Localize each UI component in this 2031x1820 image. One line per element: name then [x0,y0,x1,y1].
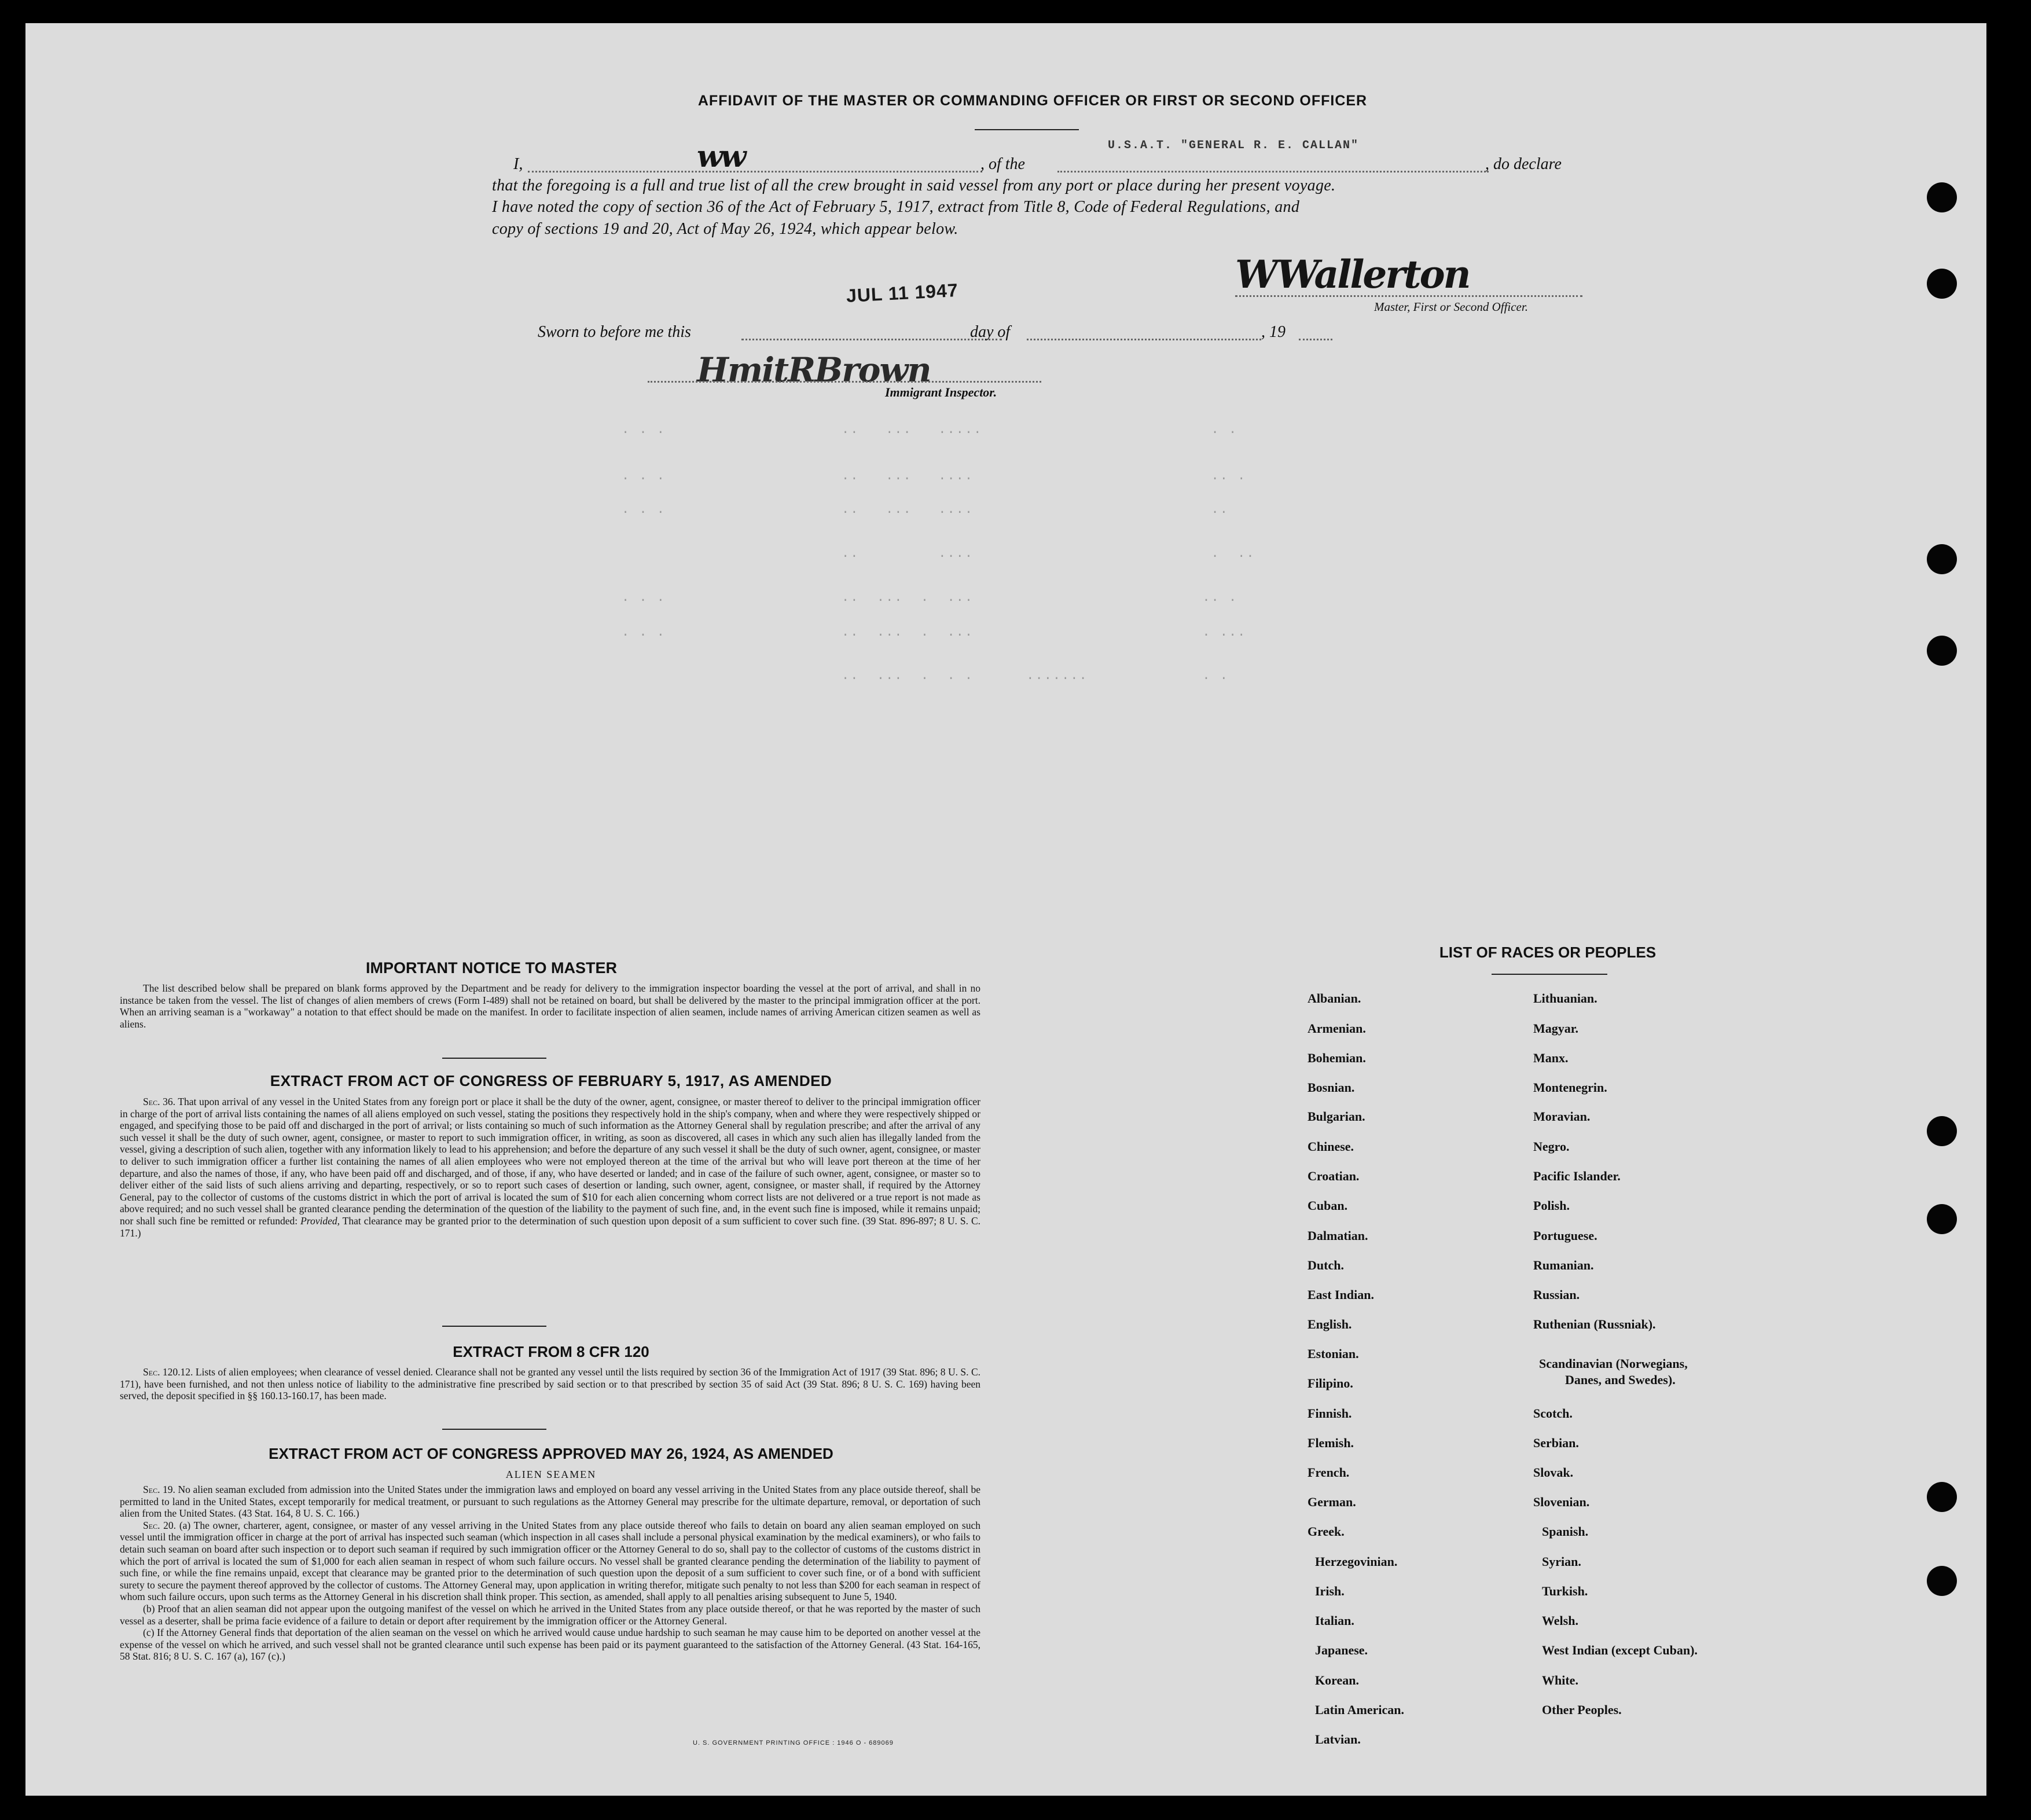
race-item: White. [1542,1673,1578,1687]
inspector-signature-line [648,381,1041,383]
bleed-row: .. .... . .. [622,546,1255,561]
notice-title: IMPORTANT NOTICE TO MASTER [366,959,617,977]
race-item: Moravian. [1533,1109,1591,1124]
races-title-underline [1492,974,1607,975]
race-item: Irish. [1315,1584,1345,1598]
race-item: Italian. [1315,1613,1354,1628]
bleed-row: . . . .. ... ..... . . [622,423,1238,437]
race-item: Portuguese. [1533,1228,1597,1243]
punch-hole [1927,1204,1957,1234]
month-blank [1027,339,1261,340]
sworn-label: Sworn to before me this [538,323,691,341]
race-item: German. [1308,1495,1356,1509]
bleed-row: . . . .. ... . ... .. . [622,590,1238,605]
race-item: Other Peoples. [1542,1702,1622,1717]
race-item: Estonian. [1308,1346,1359,1361]
punch-hole [1927,544,1957,574]
punch-hole [1927,1482,1957,1512]
sec-19-text: No alien seaman excluded from admission into the United States under the immigration laws and employed on board any vessel arriving in the United States from any place outside thereof, shall be permitted to land in the United States, except temporarily for medical treatment, or pursuant to such regulations as the Attorney General may prescribe for the ultimate departure, removal, or deportation of such alien from the United States. (43 Stat. 164, 8 U. S. C. 166.) [120,1484,980,1520]
extract-1924-title: EXTRACT FROM ACT OF CONGRESS APPROVED MAY 26, 1924, AS AMENDED [269,1445,833,1462]
proviso-label: Provided, [300,1214,340,1227]
extract-1924-body [120,1484,980,1663]
punch-hole [1927,1116,1957,1146]
gpo-imprint: U. S. GOVERNMENT PRINTING OFFICE : 1946 O - 689069 [693,1740,894,1746]
extract-cfr-body [120,1366,980,1402]
race-item: Filipino. [1308,1376,1353,1390]
year-blank [1299,339,1332,340]
race-item: Pacific Islander. [1533,1169,1621,1183]
notice-body: The list described below shall be prepared on blank forms approved by the Department and be ready for delivery to the immigration inspector boarding the vessel at the port of arrival, and shall in no instance be taken from the vessel. The list of changes of alien members of crews (Form I-489) shall not be retained on board, but shall be delivered by the master to the principal immigration officer at the port. When an arriving seaman is a "workaway" a notation to that effect should be made on the manifest. In order to facilitate inspection of alien seamen, include names of arriving American citizen seamen as well as aliens. [120,982,980,1030]
divider [442,1429,546,1430]
race-item: Korean. [1315,1673,1359,1687]
race-item: Cuban. [1308,1198,1348,1213]
race-item: Chinese. [1308,1139,1354,1154]
master-signature-line [1235,295,1582,297]
year-label: , 19 [1261,323,1286,341]
race-item: Albanian. [1308,991,1361,1006]
race-item: Welsh. [1542,1613,1578,1628]
race-item: Latvian. [1315,1732,1361,1746]
affidavit-line-3: I have noted the copy of section 36 of the Act of February 5, 1917, extract from Title 8, Code of Federal Regulations, and [492,198,1300,216]
title-underline [975,129,1079,130]
sec-19-label: Sec. 19. [143,1484,175,1495]
bleed-row: .. ... . . . ....... . . [622,669,1229,683]
sec-120-label: Sec. 120.12. [143,1366,193,1378]
punch-hole [1927,269,1957,299]
officer-handwritten-name: ww [697,139,744,174]
race-item: Montenegrin. [1533,1080,1607,1095]
race-item: Bulgarian. [1308,1109,1365,1124]
vessel-stamp: U.S.A.T. "GENERAL R. E. CALLAN" [1108,139,1360,152]
sec-20c-text: (c) If the Attorney General finds that deportation of the alien seaman on the vessel on which he arrived would cause undue hardship to such seaman he may cause him to be deported on another vessel at the expense of the vessel on which he arrived, and such vessel shall not be granted clearance until such expense has been paid or its payment guaranteed to the satisfaction of the Attorney General. (43 Stat. 164-165, 58 Stat. 816; 8 U. S. C. 167 (a), 167 (c).) [120,1627,980,1663]
race-item: Croatian. [1308,1169,1360,1183]
race-item: Scotch. [1533,1406,1573,1421]
race-item: Manx. [1533,1051,1569,1065]
race-item: Flemish. [1308,1436,1354,1450]
divider [442,1058,546,1059]
extract-1917-title: EXTRACT FROM ACT OF CONGRESS OF FEBRUARY 5, 1917, AS AMENDED [270,1072,832,1089]
race-item: Danes, and Swedes). [1565,1373,1676,1387]
bleed-row: . . . .. ... . ... . ... [622,625,1247,640]
sec-20a-text: (a) The owner, charterer, agent, consignee, or master of any vessel arriving in the United States from any place outside thereof who fails to detain on board any alien seaman employed on such vessel until the immigration officer in charge at the port of arrival has inspected such seaman (which inspection in all cases shall include a personal physical examination by the medical examiners), or who fails to detain such seaman on board after such inspection or to deport such seaman if required by such immigration officer or the Attorney General to do so, shall pay to the collector of customs of the customs district in which the port of arrival is located the sum of $1,000 for each alien seaman in respect of whom such failure occurs. No vessel shall be granted clearance pending the determination of the liability to payment of such fine, or while the fine remains unpaid, except that clearance may be granted prior to the determination of such question upon the deposit of a sum sufficient to cover such fine, or of a bond with sufficient surety to secure the payment thereof approved by the collector of customs. The Attorney General may, upon application in writing therefor, mitigate such penalty to not less than $200 for each seaman in respect of whom such failure occurs, upon such terms as the Attorney General in his discretion shall think proper. This section, as amended, shall apply to all penalties arising subsequent to June 5, 1940. [120,1519,980,1603]
sec-20b-text: (b) Proof that an alien seaman did not appear upon the outgoing manifest of the vessel on which he arrived in the United States from any place outside thereof, or that he was reported by the master of such vessel as a deserter, shall be prima facie evidence of a failure to detain or deport after requirement by the immigration officer or the Attorney General. [120,1602,980,1627]
race-item: Armenian. [1308,1021,1366,1036]
affidavit-line-4: copy of sections 19 and 20, Act of May 26, 1924, which appear below. [492,220,958,238]
race-item: English. [1308,1317,1352,1331]
alien-seamen-subtitle: ALIEN SEAMEN [505,1469,597,1480]
day-of-label: day of [970,323,1011,341]
day-blank [741,339,1002,340]
races-title: LIST OF RACES OR PEOPLES [1439,944,1657,961]
race-item: East Indian. [1308,1287,1374,1302]
race-item: Turkish. [1542,1584,1588,1598]
race-item: Bosnian. [1308,1080,1355,1095]
vessel-blank [1057,171,1489,173]
race-item: Serbian. [1533,1436,1579,1450]
bleed-row: . . . .. ... .... .. [622,502,1229,517]
race-item: Dutch. [1308,1258,1344,1272]
race-item: Ruthenian (Russniak). [1533,1317,1656,1331]
inspector-caption: Immigrant Inspector. [885,385,997,399]
date-stamp: JUL 11 1947 [846,279,959,307]
race-item: Dalmatian. [1308,1228,1368,1243]
document-page [25,23,1986,1796]
race-item: West Indian (except Cuban). [1542,1643,1698,1657]
race-item: Latin American. [1315,1702,1404,1717]
race-item: Magyar. [1533,1021,1579,1036]
i-label: I, [513,155,523,173]
race-item: Syrian. [1542,1554,1581,1569]
sec-36-label: Sec. 36. [143,1096,175,1107]
sec-120-text: Lists of alien employees; when clearance of vessel denied. Clearance shall not be granted any vessel until the lists required by section 36 of the Immigration Act of 1917 (39 Stat. 896; 8 U. S. C. 171), have been furnished, and not then unless notice of liability to the administrative fine prescribed by said section or to that prescribed by section 35 of said Act (39 Stat. 896; 8 U. S. C. 169) having been served, the deposit specified in §§ 160.13-160.17, has been made. [120,1366,981,1402]
do-declare-label: , do declare [1485,155,1562,173]
race-item: Russian. [1533,1287,1580,1302]
race-item: French. [1308,1465,1350,1480]
race-item: Greek. [1308,1524,1345,1539]
divider [442,1326,546,1327]
of-the-label: , of the [980,155,1025,173]
master-signature: WWallerton [1235,252,1470,297]
race-item: Negro. [1533,1139,1570,1154]
bleed-row: . . . .. ... .... .. . [622,469,1247,483]
inspector-signature: HmitRBrown [697,350,931,390]
race-item: Rumanian. [1533,1258,1594,1272]
master-caption: Master, First or Second Officer. [1374,300,1528,314]
race-item: Bohemian. [1308,1051,1366,1065]
race-item: Slovak. [1533,1465,1574,1480]
punch-hole [1927,182,1957,212]
sec-20-label: Sec. 20. [143,1519,177,1531]
race-item: Finnish. [1308,1406,1352,1421]
punch-hole [1927,1566,1957,1596]
extract-cfr-title: EXTRACT FROM 8 CFR 120 [453,1343,649,1360]
race-item: Herzegovinian. [1315,1554,1398,1569]
race-item: Lithuanian. [1533,991,1597,1006]
race-item: Polish. [1533,1198,1570,1213]
proviso-text: That clearance may be granted prior to the determination of such question upon deposit of a sum sufficient to cover such fine. (39 Stat. 896-897; 8 U. S. C. 171.) [120,1214,980,1239]
name-blank [528,171,982,173]
extract-1917-body [120,1096,980,1239]
affidavit-line-2: that the foregoing is a full and true list of all the crew brought in said vessel from any port or place during her present voyage. [492,177,1336,195]
race-item: Scandinavian (Norwegians, [1539,1356,1688,1371]
sec-36-text: That upon arrival of any vessel in the United States from any foreign port or place it shall be the duty of the owner, agent, consignee, or master thereof to deliver to the principal immigration officer in charge of the port of arrival lists containing the names of all aliens employed on such vessel, stating the positions they respectively hold in the ship's company, when and where they were respectively shipped or engaged, and specifying those to be paid off and discharged in the port of arrival; or lists containing so much of such information as the Attorney General shall by regulation prescribe; and after the arrival of any such vessel it shall be the duty of such owner, agent, consignee, or master to report to such immigration officer, in writing, as soon as discovered, all cases in which any such alien has illegally landed from the vessel, giving a description of such alien, together with any information likely to lead to his apprehension; and before the departure of any such vessel it shall be the duty of such owner, agent, consignee, or master to deliver to such immigration officer a further list containing the names of all alien employees who were not employed thereon at the time of the arrival but who will leave port thereon at the time of her departure, and also the names of those, if any, who have been paid off and discharged, and of those, if any, who have deserted or landed; and in case of the failure of such owner, agent, consignee, or master so to deliver either of the said lists of such aliens arriving and departing, respectively, or so to report such cases of desertion or landing, such owner, agent, consignee, or master shall, if required by the Attorney General, pay to the collector of customs of the customs district in which the port of arrival is located the sum of $10 for each alien concerning whom correct lists are not delivered or a true report is not made as above required; and no such vessel shall be granted clearance pending the determination of the question of the liability to the payment of such fine, and, in the event such fine is imposed, while it remains unpaid; nor shall such fine be remitted or refunded: [120,1096,980,1227]
race-item: Slovenian. [1533,1495,1590,1509]
affidavit-title: AFFIDAVIT OF THE MASTER OR COMMANDING OFFICER OR FIRST OR SECOND OFFICER [697,93,1368,109]
punch-hole [1927,636,1957,666]
race-item: Spanish. [1542,1524,1589,1539]
race-item: Japanese. [1315,1643,1368,1657]
